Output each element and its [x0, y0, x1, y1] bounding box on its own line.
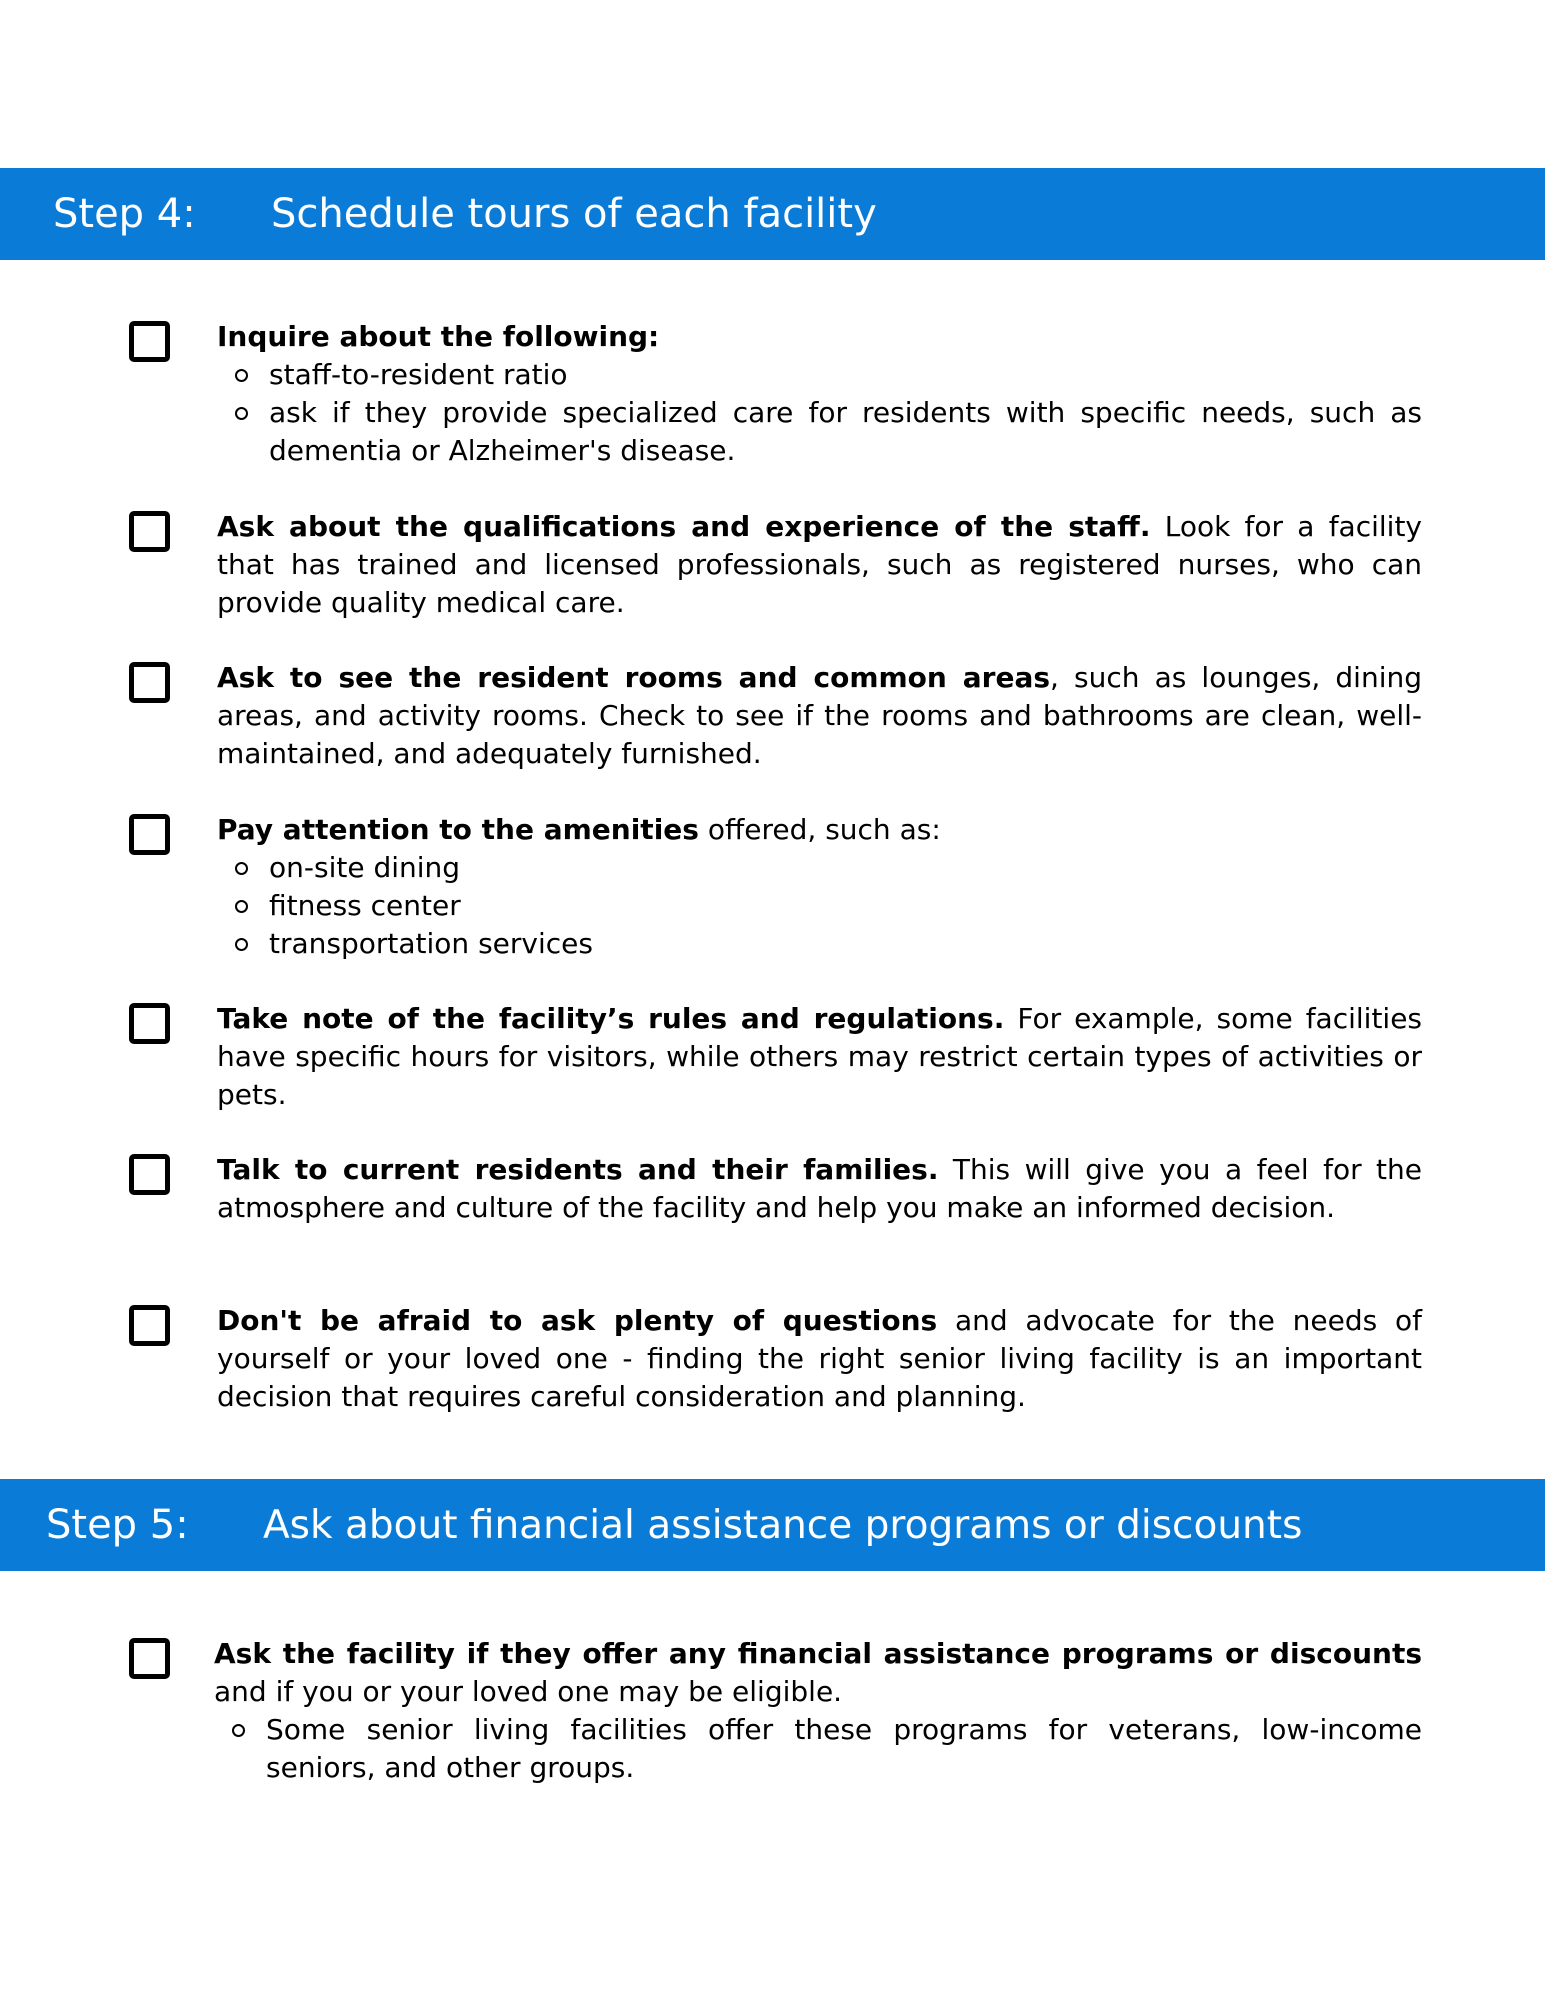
item-body-text: , such as lounges, dining areas, and activity rooms. Check to see if the rooms and bathrooms are clean, well-maintained, and adequately furnished. [217, 661, 1422, 770]
step-5-title: Ask about financial assistance programs or discounts [263, 1502, 1303, 1548]
step-5-header [0, 1479, 1545, 1571]
step-4-title: Schedule tours of each facility [271, 191, 877, 237]
list-item: ask if they provide specialized care for residents with specific needs, such as dementia or Alzheimer's disease. [217, 394, 1422, 470]
item-text [217, 1302, 1422, 1416]
item-text [217, 1000, 1422, 1114]
sub-list [217, 356, 1422, 470]
checkbox[interactable] [129, 321, 170, 362]
item-bold-text: Ask about the qualifications and experience of the staff. [217, 510, 1151, 543]
item-bold-text: Take note of the facility’s rules and regulations. [217, 1002, 1005, 1035]
circle-bullet-icon [232, 1724, 245, 1737]
checkbox[interactable] [129, 1154, 170, 1195]
list-item: on-site dining [217, 849, 1422, 887]
item-text [214, 1635, 1422, 1787]
circle-bullet-icon [235, 938, 248, 951]
item-body-text: and if you or your loved one may be eligible. [214, 1675, 843, 1708]
checkbox[interactable] [129, 511, 170, 552]
item-text [217, 1151, 1422, 1227]
item-text [217, 811, 1422, 963]
checkbox[interactable] [129, 1003, 170, 1044]
list-item: staff-to-resident ratio [217, 356, 1422, 394]
circle-bullet-icon [235, 862, 248, 875]
item-bold-text: Inquire about the following: [217, 320, 660, 353]
item-body-text: Look for a facility that has trained and licensed professionals, such as registered nurses, who can provide quality medical care. [217, 510, 1422, 619]
item-body-text: For example, some facilities have specific hours for visitors, while others may restrict certain types of activities or pets. [217, 1002, 1423, 1111]
item-body-text: offered, such as: [698, 813, 941, 846]
sub-list [214, 1711, 1422, 1787]
checkbox[interactable] [129, 814, 170, 855]
list-item: Some senior living facilities offer these programs for veterans, low-income seniors, and other groups. [214, 1711, 1422, 1787]
checkbox[interactable] [129, 1305, 170, 1346]
item-bold-text: Ask the facility if they offer any financial assistance programs or discounts [214, 1637, 1422, 1670]
item-bold-text: Pay attention to the amenities [217, 813, 699, 846]
step-4-label: Step 4: [53, 191, 196, 237]
item-body-text: This will give you a feel for the atmosphere and culture of the facility and help you make an informed decision. [217, 1153, 1422, 1224]
item-bold-text: Talk to current residents and their families. [217, 1153, 939, 1186]
item-bold-text: Don't be afraid to ask plenty of questions [217, 1304, 938, 1337]
list-item: transportation services [217, 925, 1422, 963]
step-4-header [0, 168, 1545, 260]
item-bold-text: Ask to see the resident rooms and common areas [217, 661, 1051, 694]
item-body-text: and advocate for the needs of yourself or your loved one - finding the right senior living facility is an important decision that requires careful consideration and planning. [217, 1304, 1422, 1413]
item-text [217, 318, 1422, 470]
step-5-label: Step 5: [46, 1502, 189, 1548]
item-text [217, 508, 1422, 622]
item-text [217, 659, 1422, 773]
circle-bullet-icon [235, 900, 248, 913]
circle-bullet-icon [235, 407, 248, 420]
circle-bullet-icon [235, 369, 248, 382]
checkbox[interactable] [129, 662, 170, 703]
list-item: fitness center [217, 887, 1422, 925]
sub-list [217, 849, 1422, 963]
checkbox[interactable] [129, 1638, 170, 1679]
